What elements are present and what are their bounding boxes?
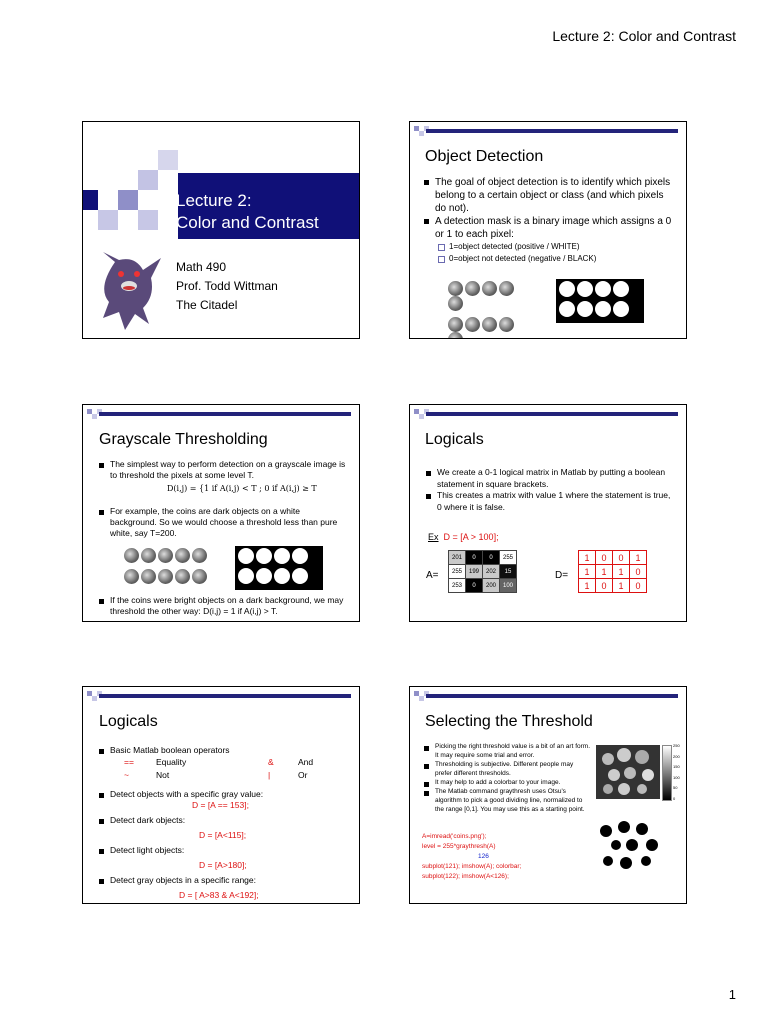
page-number: 1 <box>728 987 736 1002</box>
operators-content <box>97 745 347 901</box>
matrix-d-cell: 0 <box>630 579 647 593</box>
code-dark: D = [A<115]; <box>199 830 247 840</box>
colorbar-tick: 50 <box>673 785 678 791</box>
slide-heading: Logicals <box>99 713 158 730</box>
colorbar-tick: 250 <box>673 743 680 748</box>
bullet-list <box>424 467 674 513</box>
operators-table: == Equality & And ~ Not | Or <box>124 757 314 780</box>
slide-logicals-operators <box>82 686 360 904</box>
bullet-list-3 <box>97 595 347 617</box>
top-bar <box>426 694 678 698</box>
example-line <box>428 532 499 542</box>
code-block <box>422 832 602 882</box>
matrix-a-cell: 201 <box>449 551 466 565</box>
top-bar <box>99 694 351 698</box>
matrix-d-cell: 1 <box>579 551 596 565</box>
bullet-light-objects: Detect light objects: <box>97 845 347 856</box>
matrix-d-cell: 1 <box>613 565 630 579</box>
coins-colorbar-image <box>596 745 660 799</box>
code-equal: D = [A == 153]; <box>192 800 249 810</box>
slide-title-text <box>176 190 319 234</box>
bullet-goal: The goal of object detection is to identify which pixels belong to a certain object or class (and which pixels do not). <box>422 176 674 215</box>
matrix-a-label: A= <box>426 570 439 581</box>
slide-grayscale-thresholding <box>82 404 360 622</box>
slide-title <box>82 121 360 339</box>
slide-heading: Object Detection <box>425 148 544 165</box>
colorbar-tick: 150 <box>673 764 680 770</box>
school-label: The Citadel <box>176 298 238 312</box>
page-header: Lecture 2: Color and Contrast <box>552 28 736 44</box>
course-label: Math 490 <box>176 260 227 274</box>
example-label: Ex <box>428 532 439 542</box>
matrix-a-cell: 255 <box>449 565 466 579</box>
title-line-1: Lecture 2: <box>176 191 252 210</box>
code-imread: A=imread('coins.png'); <box>422 833 487 840</box>
slide-heading: Selecting the Threshold <box>425 713 593 730</box>
professor-label: Prof. Todd Wittman <box>176 279 278 293</box>
slide-selecting-threshold <box>409 686 687 904</box>
bullet-operators: Basic Matlab boolean operators <box>97 745 347 756</box>
colorbar-tick: 200 <box>673 753 680 759</box>
matrix-a-cell: 0 <box>466 579 483 593</box>
colorbar-tick: 0 <box>673 795 676 801</box>
matrix-d-cell: 1 <box>579 579 596 593</box>
matrix-d-cell: 1 <box>579 565 596 579</box>
matrix-d-cell: 0 <box>596 579 613 593</box>
bullet-art-form: Picking the right threshold value is a bit of an art form. It may require some trial and error. <box>422 742 592 760</box>
code-range: D = [ A>83 & A<192]; <box>179 890 259 900</box>
matrix-d-cell: 0 <box>596 551 613 565</box>
threshold-formula: D(i,j) = {1 if A(i,j) < T ; 0 if A(i,j) ≥ T <box>167 484 317 493</box>
example-code: D = [A > 100]; <box>443 532 499 542</box>
matrix-a-cell: 200 <box>483 579 500 593</box>
bullet-colorbar: It may help to add a colorbar to your image. <box>422 778 592 787</box>
ghost-creature-illustration <box>85 252 171 332</box>
slide-heading: Logicals <box>425 431 484 448</box>
matrix-a-cell: 100 <box>500 579 517 593</box>
bullet-gray-range: Detect gray objects in a specific range: <box>97 875 347 886</box>
colorbar-tick: 100 <box>673 774 680 780</box>
matrix-d-cell: 1 <box>613 579 630 593</box>
bullet-dark-objects: Detect dark objects: <box>97 815 347 826</box>
matrix-a-cell: 0 <box>466 551 483 565</box>
coins-mask-image <box>556 279 644 323</box>
bullet-list-2 <box>97 506 347 539</box>
bullet-example: For example, the coins are dark objects on a white background. So we would choose a threshold less than pure white, say T=200. <box>97 506 347 539</box>
matrix-d <box>578 550 647 593</box>
bullet-bright-objects: If the coins were bright objects on a dark background, we may threshold the other way: D(i,j) = 1 if A(i,j) > T. <box>97 595 347 617</box>
top-bar <box>99 412 351 416</box>
bullet-threshold: The simplest way to perform detection on a grayscale image is to threshold the pixels at some level T. <box>97 459 347 481</box>
bullet-list <box>97 459 347 481</box>
coins-grayscale-image <box>123 548 213 584</box>
top-bar <box>426 129 678 133</box>
bullet-list <box>422 176 674 265</box>
matrix-d-cell: 1 <box>630 551 647 565</box>
matrix-d-cell: 0 <box>613 551 630 565</box>
bullet-specific-gray: Detect objects with a specific gray value: <box>97 789 347 800</box>
coins-thresholded-image <box>235 546 323 590</box>
matrix-a-cell: 253 <box>449 579 466 593</box>
coins-grayscale-image <box>447 281 531 339</box>
matrix-a-cell: 15 <box>500 565 517 579</box>
slide-object-detection <box>409 121 687 339</box>
code-subplot-2: subplot(122); imshow(A<126); <box>422 873 509 880</box>
subtitle-block <box>176 258 278 315</box>
colorbar <box>662 745 672 801</box>
matrix-d-cell: 0 <box>630 565 647 579</box>
top-bar <box>426 412 678 416</box>
bullet-subjective: Thresholding is subjective. Different people may prefer different thresholds. <box>422 760 592 778</box>
slide-logicals <box>409 404 687 622</box>
level-result: 126 <box>478 853 489 860</box>
thresholded-mask-image <box>596 817 662 873</box>
bullet-logical-matrix: We create a 0-1 logical matrix in Matlab by putting a boolean statement in square brackets. <box>424 467 674 490</box>
bullet-graythresh: The Matlab command graythresh uses Otsu's algorithm to pick a good dividing line, normalized to the range [0,1]. You may use this as a starting point. <box>422 787 592 814</box>
code-subplot-1: subplot(121); imshow(A); colorbar; <box>422 863 522 870</box>
colorbar-ticks <box>673 743 680 801</box>
bullet-list <box>422 742 592 814</box>
matrix-a-cell: 202 <box>483 565 500 579</box>
matrix-a-cell: 255 <box>500 551 517 565</box>
bullet-true-false: This creates a matrix with value 1 where the statement is true, 0 where it is false. <box>424 490 674 513</box>
sub-bullet-detected: 1=object detected (positive / WHITE) <box>436 241 674 253</box>
matrix-d-label: D= <box>555 570 569 581</box>
matrix-a-cell: 0 <box>483 551 500 565</box>
code-light: D = [A>180]; <box>199 860 247 870</box>
code-level: level = 255*graythresh(A) <box>422 843 496 850</box>
matrix-a-cell: 199 <box>466 565 483 579</box>
sub-bullet-not-detected: 0=object not detected (negative / BLACK) <box>436 253 674 265</box>
slide-heading: Grayscale Thresholding <box>99 431 268 448</box>
matrix-a <box>448 550 517 593</box>
title-line-2: Color and Contrast <box>176 213 319 232</box>
bullet-mask: A detection mask is a binary image which assigns a 0 or 1 to each pixel: <box>422 215 674 241</box>
matrix-d-cell: 1 <box>596 565 613 579</box>
